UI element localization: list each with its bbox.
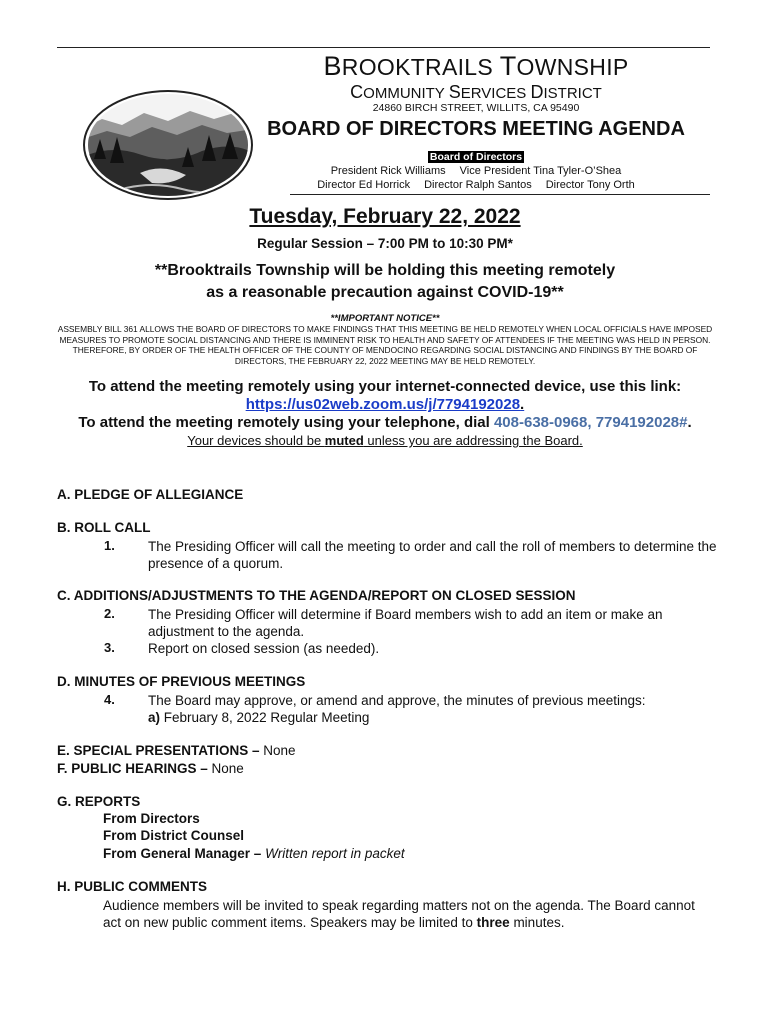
item-4-text: The Board may approve, or amend and approve, the minutes of previous meetings:: [148, 693, 646, 708]
item-number: 1.: [104, 538, 115, 553]
remote-notice-line-2: as a reasonable precaution against COVID-19**: [206, 284, 564, 301]
item-2-text: The Presiding Officer will determine if Board members wish to add an item or make an adjustment to the agenda.: [148, 607, 663, 639]
report-from-directors: From Directors: [103, 811, 200, 826]
board-label: Board of Directors: [429, 151, 523, 163]
section-g-title: G. REPORTS: [57, 794, 141, 809]
zoom-link-line: https://us02web.zoom.us/j/7794192028.: [245, 396, 525, 413]
public-comments-text: Audience members will be invited to speak regarding matters not on the agenda. The Board cannot act on new public comment items. Speakers may be limited to three minutes.: [103, 898, 695, 930]
item-number: 3.: [104, 640, 115, 655]
section-c-title: C. ADDITIONS/ADJUSTMENTS TO THE AGENDA/REPORT ON CLOSED SESSION: [57, 588, 576, 603]
director-name: Director Ed Horrick: [317, 179, 411, 191]
phone-number[interactable]: 408-638-0968, 7794192028#: [493, 414, 688, 431]
muted-instruction: Your devices should be muted unless you are addressing the Board.: [187, 433, 583, 448]
report-from-general-manager: From General Manager – Written report in packet: [103, 846, 405, 861]
president-name: President Rick Williams: [330, 165, 446, 177]
district-address: 24860 BIRCH STREET, WILLITS, CA 95490: [372, 102, 580, 114]
item-1-text: The Presiding Officer will call the meeting to order and call the roll of members to determine the presence of a quorum.: [148, 539, 717, 571]
vice-president-name: Vice President Tina Tyler-O’Shea: [459, 165, 622, 177]
important-notice-text: ASSEMBLY BILL 361 ALLOWS THE BOARD OF DIRECTORS TO MAKE FINDINGS THAT THIS MEETING BE HELD REMOTELY WHEN LOCAL OFFICIALS HAVE IMPOSED MEASURES TO PROMOTE SOCIAL DISTANCING AND THERE IS IMMINENT RISK TO HEALTH AND SAFETY OF ATTENDEES IF THE MEETING WAS HELD IN PERSON. THEREFORE, BY ORDER OF THE HEALTH OFFICER OF THE COUNTY OF MENDOCINO REGARDING SOCIAL DISTANCING AND FINDINGS BY THE BOARD OF DIRECTORS, THE FEBRUARY 22, 2022 MEETING MAY BE HELD REMOTELY.: [57, 324, 713, 366]
internet-attend-line: To attend the meeting remotely using your internet-connected device, use this link:: [88, 378, 682, 395]
top-rule: [57, 47, 710, 48]
agenda-title: BOARD OF DIRECTORS MEETING AGENDA: [267, 118, 685, 140]
item-4-subitem: a) February 8, 2022 Regular Meeting: [148, 710, 370, 725]
header-rule: [290, 194, 710, 195]
report-from-counsel: From District Counsel: [103, 828, 245, 843]
item-number: 2.: [104, 606, 115, 621]
session-time: Regular Session – 7:00 PM to 10:30 PM*: [257, 236, 513, 251]
section-b-title: B. ROLL CALL: [57, 520, 151, 535]
director-name: Director Tony Orth: [545, 179, 635, 191]
phone-attend-line: To attend the meeting remotely using your telephone, dial 408-638-0968, 7794192028#.: [78, 414, 692, 431]
district-name: COMMUNITY SERVICES DISTRICT: [350, 82, 602, 102]
township-title: BROOKTRAILS TOWNSHIP: [323, 51, 629, 81]
section-a-title: A. PLEDGE OF ALLEGIANCE: [57, 487, 244, 502]
meeting-date: Tuesday, February 22, 2022: [249, 205, 521, 228]
remote-notice-line-1: **Brooktrails Township will be holding this meeting remotely: [154, 262, 616, 279]
zoom-link[interactable]: https://us02web.zoom.us/j/7794192028: [245, 396, 521, 413]
director-name: Director Ralph Santos: [424, 179, 532, 191]
item-3-text: Report on closed session (as needed).: [148, 641, 380, 656]
important-notice-heading: **IMPORTANT NOTICE**: [330, 313, 440, 324]
section-d-title: D. MINUTES OF PREVIOUS MEETINGS: [57, 674, 306, 689]
officers-line: [266, 165, 686, 177]
section-h-title: H. PUBLIC COMMENTS: [57, 879, 207, 894]
section-e-title: E. SPECIAL PRESENTATIONS – None: [57, 743, 296, 758]
section-f-title: F. PUBLIC HEARINGS – None: [57, 761, 244, 776]
directors-line: [266, 179, 686, 191]
township-logo: [82, 89, 254, 201]
item-number: 4.: [104, 692, 115, 707]
